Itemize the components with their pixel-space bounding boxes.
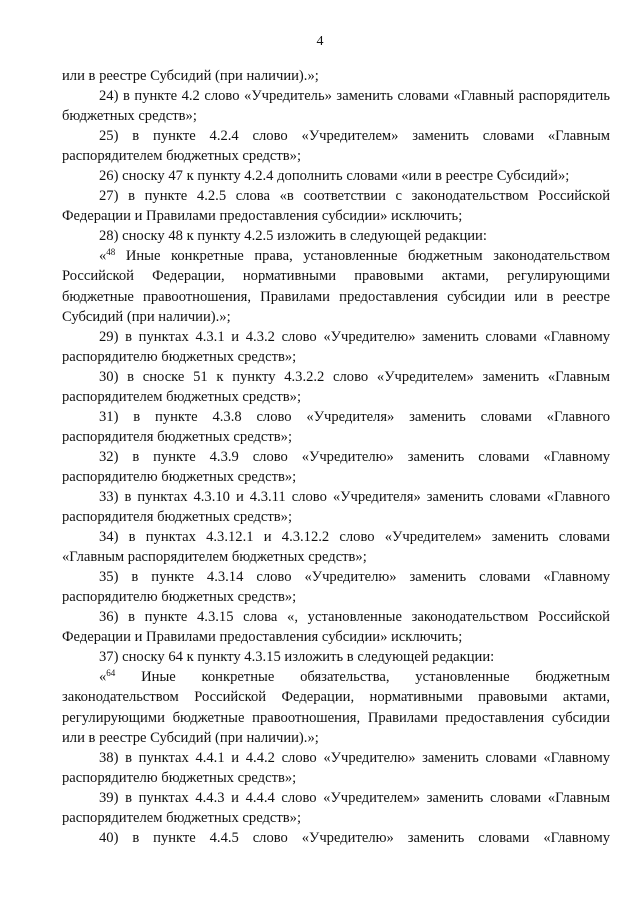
- paragraph-text: 39) в пунктах 4.4.3 и 4.4.4 слово «Учредителем» заменить словами «Главным распорядителем бюджетных средств»;: [62, 789, 610, 826]
- paragraph: [62, 226, 610, 246]
- paragraph: [62, 748, 610, 788]
- paragraph-text: 33) в пунктах 4.3.10 и 4.3.11 слово «Учредителя» заменить словами «Главного распорядителя бюджетных средств»;: [62, 488, 610, 526]
- paragraph-text: 38) в пунктах 4.4.1 и 4.4.2 слово «Учредителю» заменить словами «Главному распорядителю бюджетных средств»;: [62, 749, 610, 786]
- paragraph-text: 29) в пунктах 4.3.1 и 4.3.2 слово «Учредителю» заменить словами «Главному распорядителю бюджетных средств»;: [62, 328, 610, 365]
- paragraph-text: 37) сноску 64 к пункту 4.3.15 изложить в следующей редакции:: [99, 649, 495, 666]
- paragraph-text: Иные конкретные обязательства, установленные бюджетным законодательством Российской Федерации, нормативными правовыми актами, регулирующими бюджетные правоотношения, Правилами предоставления субсидии или в реестре Субсидий (при наличии).»;: [62, 669, 610, 746]
- page-number: 4: [316, 34, 324, 49]
- paragraph-text: 31) в пункте 4.3.8 слово «Учредителя» заменить словами «Главного распорядителя бюджетных средств»;: [62, 408, 610, 445]
- paragraph-text: 32) в пункте 4.3.9 слово «Учредителю» заменить словами «Главному распорядителю бюджетных средств»;: [62, 448, 610, 485]
- paragraph-text: 36) в пункте 4.3.15 слова «, установленные законодательством Российской Федерации и Правилами предоставления субсидии» исключить;: [62, 609, 610, 646]
- paragraph: [62, 828, 610, 848]
- paragraph: [62, 788, 610, 828]
- document-body: [62, 66, 610, 848]
- opening-quote: «: [99, 248, 107, 265]
- paragraph-text: 26) сноску 47 к пункту 4.2.4 дополнить словами «или в реестре Субсидий»;: [99, 168, 570, 185]
- paragraph: [62, 166, 610, 186]
- paragraph: [62, 527, 610, 567]
- paragraph: [62, 327, 610, 367]
- paragraph: [62, 607, 610, 647]
- paragraph: [62, 407, 610, 447]
- footnote-marker: 64: [106, 668, 116, 679]
- paragraph: [62, 186, 610, 226]
- paragraph-text: или в реестре Субсидий (при наличии).»;: [62, 68, 319, 84]
- paragraph: [62, 126, 610, 166]
- paragraph-text: Иные конкретные права, установленные бюджетным законодательством Российской Федерации, нормативными правовыми актами, регулирующими бюджетные правоотношения, Правилами предоставления субсидии или в реестре Субсидий (при наличии).»;: [62, 248, 610, 325]
- paragraph-text: 35) в пункте 4.3.14 слово «Учредителю» заменить словами «Главному распорядителю бюджетных средств»;: [62, 569, 610, 606]
- paragraph-text: 34) в пунктах 4.3.12.1 и 4.3.12.2 слово «Учредителем» заменить словами «Главным распорядителем бюджетных средств»;: [62, 529, 610, 566]
- paragraph-text: 28) сноску 48 к пункту 4.2.5 изложить в следующей редакции:: [99, 228, 487, 245]
- paragraph: [62, 667, 610, 747]
- paragraph: [62, 66, 610, 86]
- paragraph: [62, 567, 610, 607]
- paragraph: [62, 246, 610, 326]
- opening-quote: «: [99, 669, 107, 686]
- paragraph: [62, 487, 610, 527]
- footnote-marker: 48: [106, 247, 116, 258]
- paragraph: [62, 367, 610, 407]
- paragraph: [62, 647, 610, 667]
- paragraph: [62, 86, 610, 126]
- paragraph-text: 27) в пункте 4.2.5 слова «в соответствии с законодательством Российской Федерации и Правилами предоставления субсидии» исключить;: [62, 188, 610, 225]
- paragraph-text: 40) в пункте 4.4.5 слово «Учредителю» заменить словами «Главному: [99, 829, 610, 846]
- paragraph-text: 30) в сноске 51 к пункту 4.3.2.2 слово «Учредителем» заменить «Главным распорядителем бюджетных средств»;: [62, 368, 610, 405]
- paragraph: [62, 447, 610, 487]
- paragraph-text: 24) в пункте 4.2 слово «Учредитель» заменить словами «Главный распорядитель бюджетных средств»;: [62, 88, 610, 125]
- paragraph-text: 25) в пункте 4.2.4 слово «Учредителем» заменить словами «Главным распорядителем бюджетных средств»;: [62, 128, 610, 165]
